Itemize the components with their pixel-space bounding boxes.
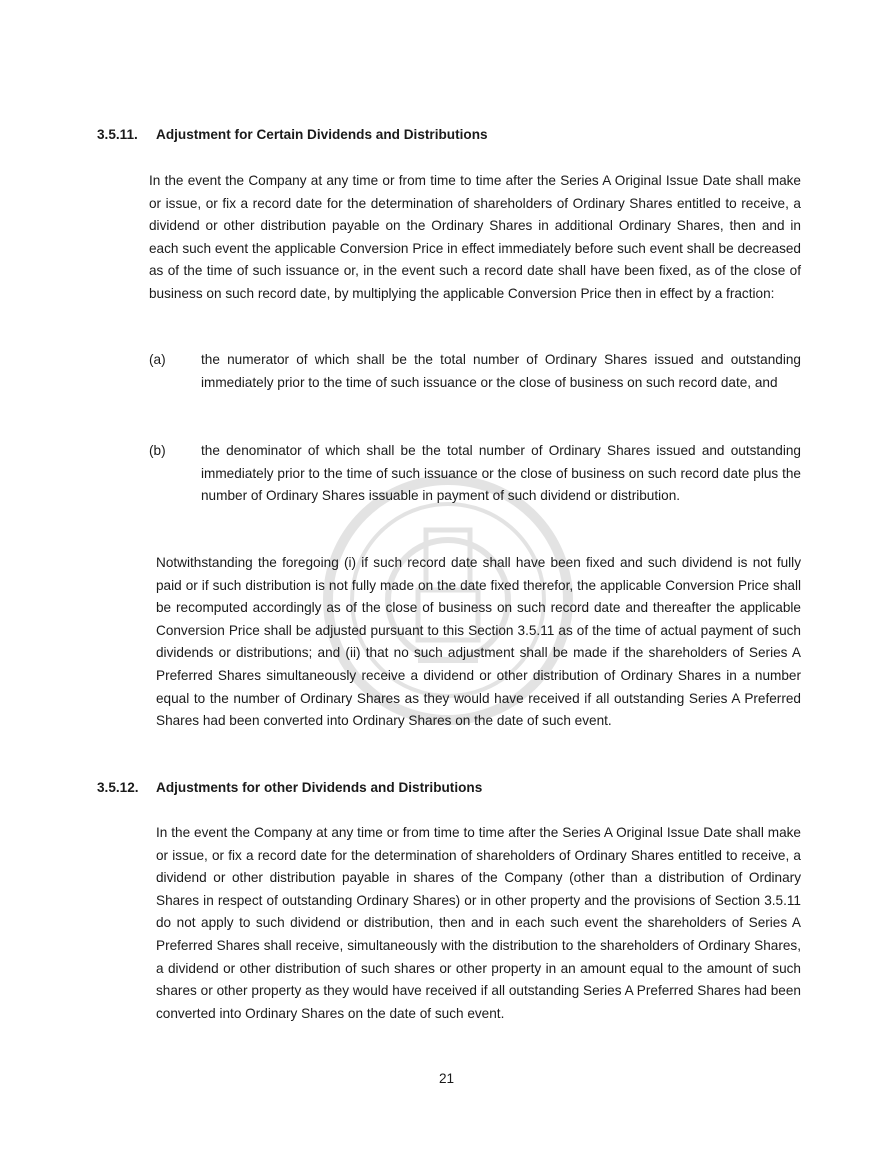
section-3-5-11-closing: Notwithstanding the foregoing (i) if such record date shall have been fixed and such dividend is not fully paid or if such distribution is not fully made on the date fixed therefor, the applicable Conversion Price shall be recomputed accordingly as of the close of business on such record date and thereafter the applicable Conversion Price shall be adjusted pursuant to this Section 3.5.11 as of the time of actual payment of such dividends or distributions; and (ii) that no such adjustment shall be made if the shareholders of Series A Preferred Shares simultaneously receive a dividend or other distribution of Ordinary Shares in a number equal to the number of Ordinary Shares as they would have received if all outstanding Series A Preferred Shares had been converted into Ordinary Shares on the date of such event.	[156, 555, 801, 729]
section-heading-3-5-12	[97, 778, 482, 798]
section-title: Adjustment for Certain Dividends and Distributions	[156, 127, 488, 142]
list-item-a	[149, 349, 801, 394]
section-3-5-11-intro: In the event the Company at any time or from time to time after the Series A Original Issue Date shall make or issue, or fix a record date for the determination of shareholders of Ordinary Shares entitled to receive, a dividend or other distribution payable on the Ordinary Shares in additional Ordinary Shares, then and in each such event the applicable Conversion Price in effect immediately before such event shall be decreased as of the time of such issuance or, in the event such a record date shall have been fixed, as of the close of business on such record date, by multiplying the applicable Conversion Price then in effect by a fraction:	[149, 173, 801, 301]
section-heading-3-5-11	[97, 125, 488, 145]
section-title: Adjustments for other Dividends and Distributions	[156, 780, 483, 795]
section-number: 3.5.12.	[97, 780, 139, 795]
section-number: 3.5.11.	[97, 127, 138, 142]
list-item-label: (a)	[149, 352, 166, 367]
list-item-text: the denominator of which shall be the total number of Ordinary Shares issued and outstanding immediately prior to the time of such issuance or the close of business on such record date plus the number of Ordinary Shares issuable in payment of such dividend or distribution.	[201, 443, 801, 504]
list-item-b	[149, 440, 801, 508]
section-3-5-12-body: In the event the Company at any time or from time to time after the Series A Original Issue Date shall make or issue, or fix a record date for the determination of shareholders of Ordinary Shares entitled to receive, a dividend or other distribution payable in shares of the Company (other than a distribution of Ordinary Shares in respect of outstanding Ordinary Shares) or in other property and the provisions of Section 3.5.11 do not apply to such dividend or distribution, then and in each such event the shareholders of Series A Preferred Shares shall receive, simultaneously with the distribution to the shareholders of Ordinary Shares, a dividend or other distribution of such shares or other property in an amount equal to the amount of such shares or other property as they would have received if all outstanding Series A Preferred Shares had been converted into Ordinary Shares on the date of such event.	[156, 825, 801, 1021]
page-number: 21	[438, 1071, 455, 1086]
list-item-label: (b)	[149, 443, 166, 458]
list-item-text: the numerator of which shall be the total number of Ordinary Shares issued and outstanding immediately prior to the time of such issuance or the close of business on such record date, and	[201, 352, 801, 390]
